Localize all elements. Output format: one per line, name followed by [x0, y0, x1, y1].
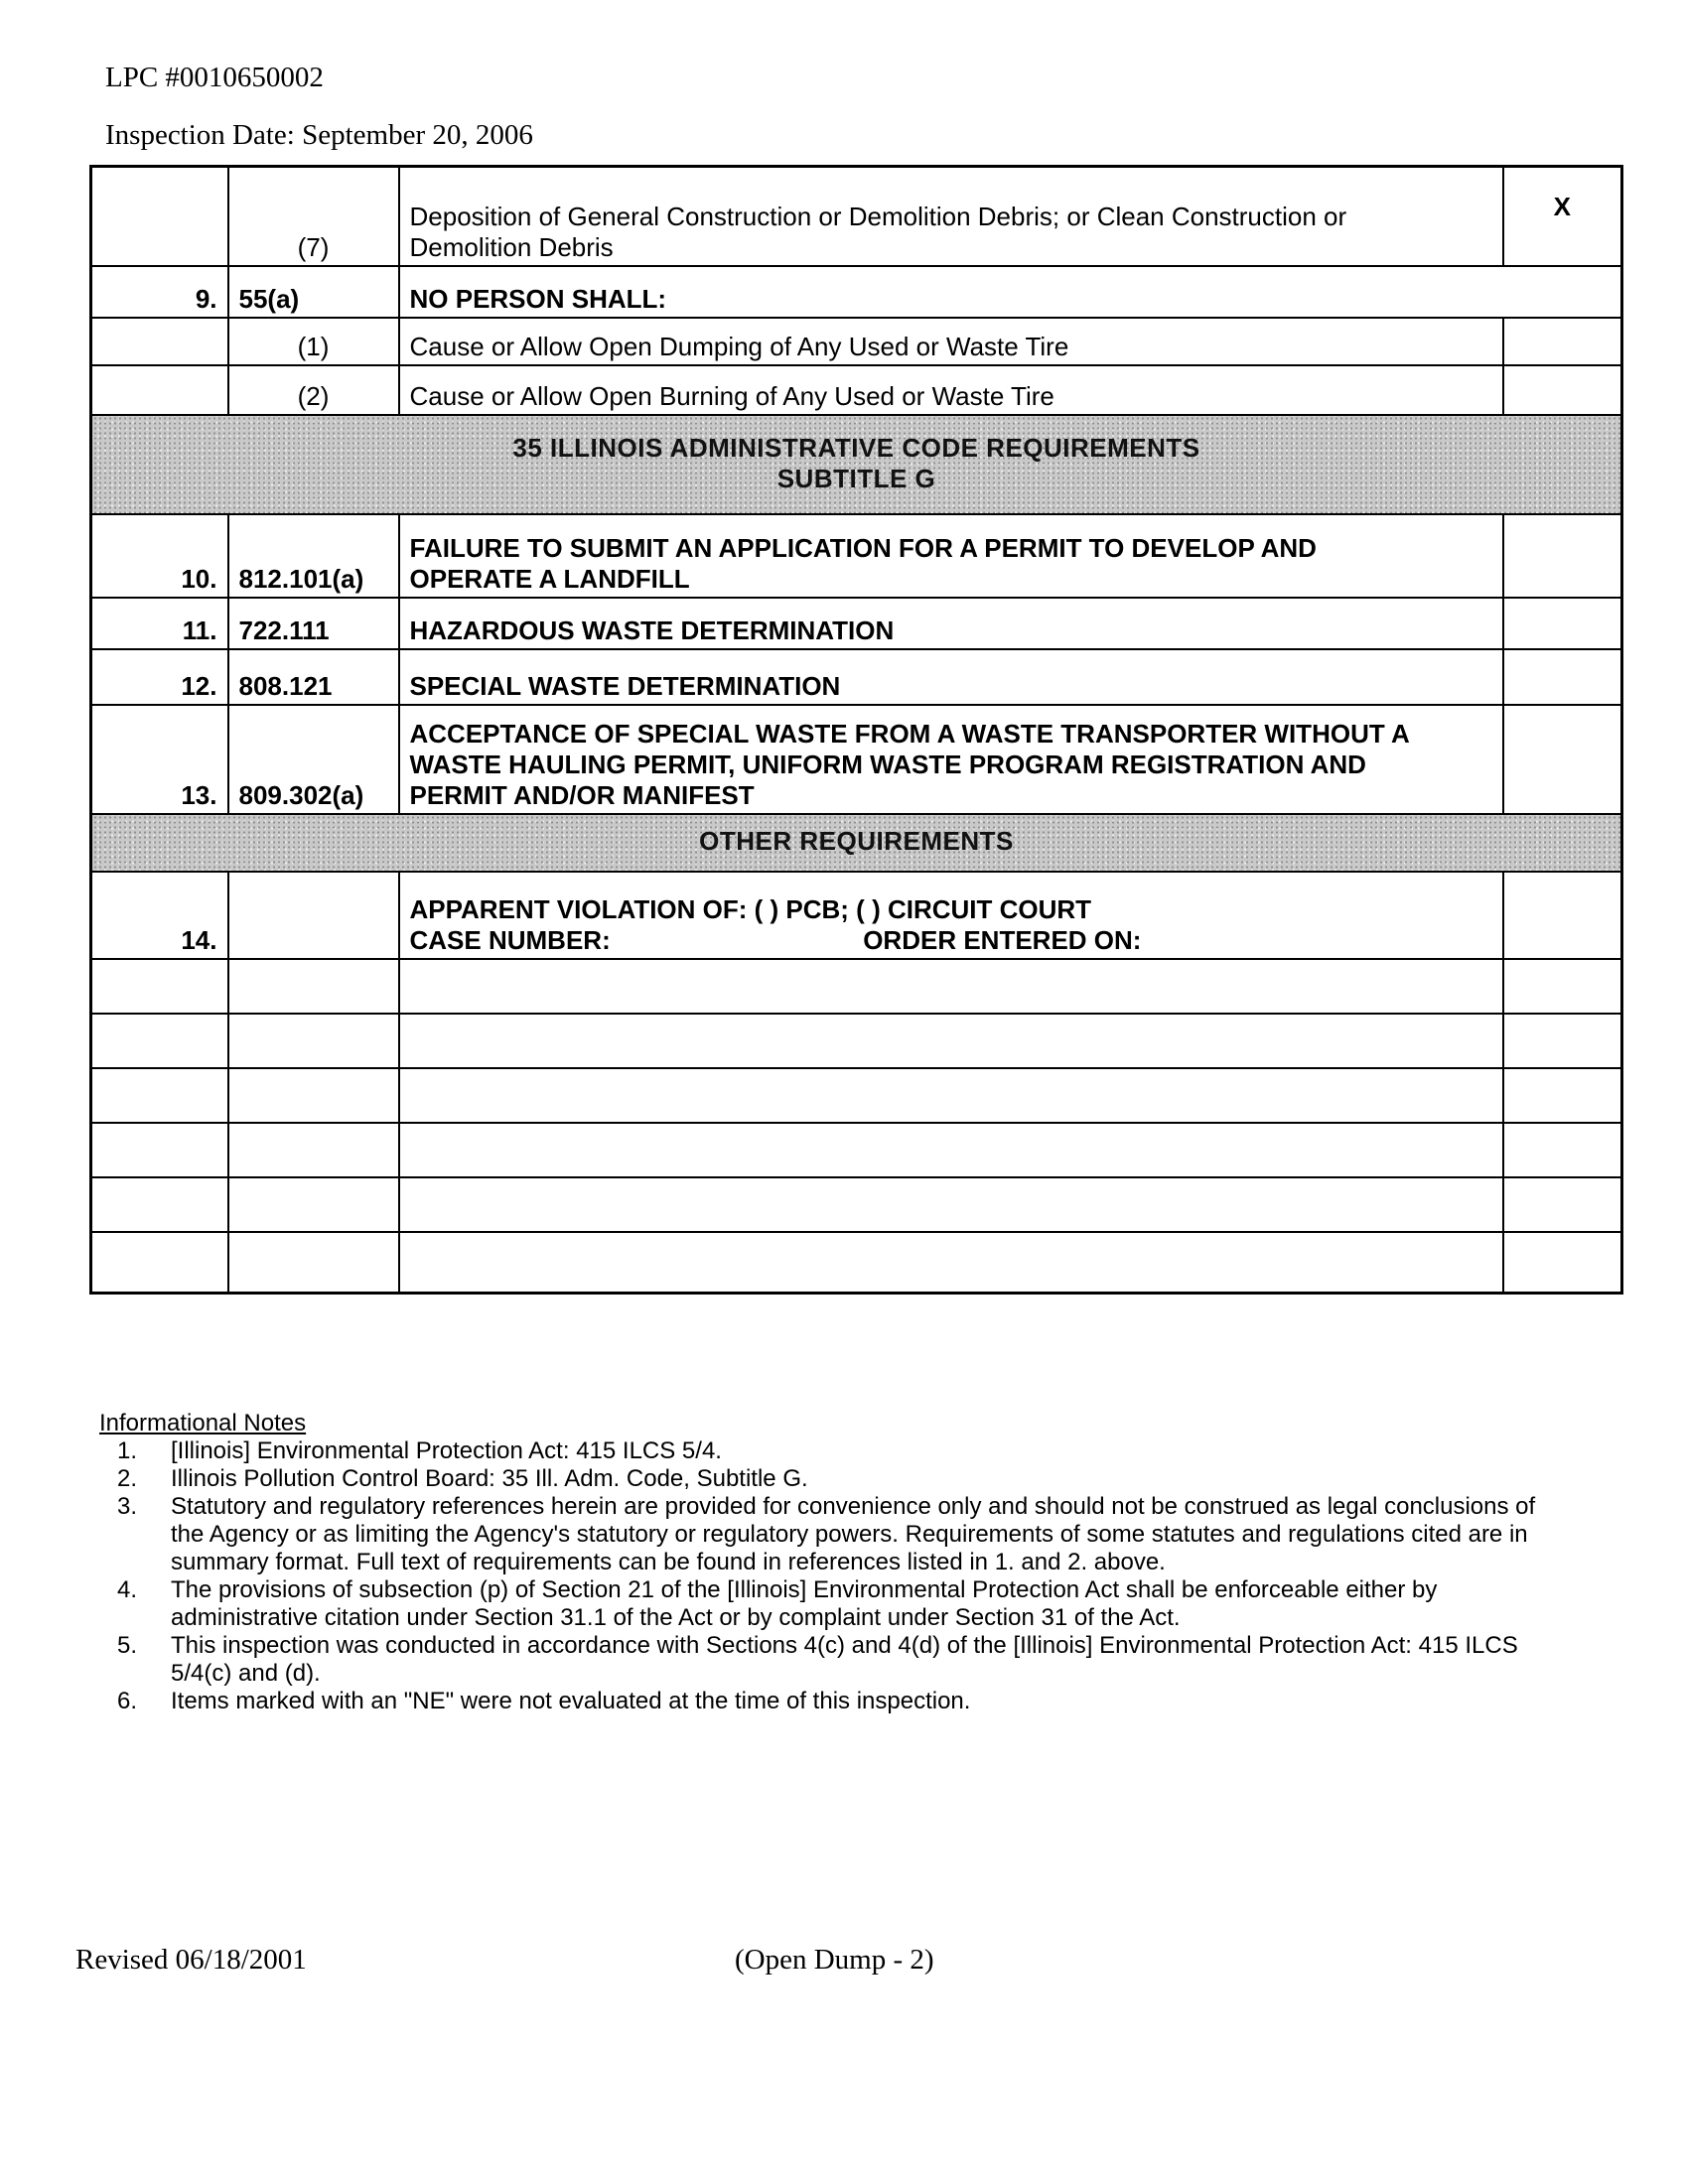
note-item: 6. Items marked with an "NE" were not evaluated at the time of this inspection. [117, 1688, 971, 1714]
blank-row [91, 1123, 1622, 1177]
requirement-description: Deposition of General Construction or Demolition Debris; or Clean Construction or Demolition Debris [399, 167, 1503, 266]
requirement-description: FAILURE TO SUBMIT AN APPLICATION FOR A PERMIT TO DEVELOP AND OPERATE A LANDFILL [399, 514, 1503, 598]
violation-mark-cell [1503, 318, 1622, 365]
violation-mark-cell [1503, 598, 1622, 649]
requirement-description: HAZARDOUS WASTE DETERMINATION [399, 598, 1503, 649]
section-reference: 812.101(a) [228, 514, 399, 598]
blank-row [91, 1068, 1622, 1123]
note-item: 1. [Illinois] Environmental Protection Act: 415 ILCS 5/4. [117, 1437, 722, 1464]
order-entered-label: ORDER ENTERED ON: [863, 924, 1142, 955]
note-item: 5. This inspection was conducted in accordance with Sections 4(c) and 4(d) of the [Illinois] Environmental Protection Act: 415 ILCS 5/4(c) and (d). [117, 1632, 1518, 1687]
note-item: 2. Illinois Pollution Control Board: 35 Ill. Adm. Code, Subtitle G. [117, 1465, 808, 1492]
section-header-iac: 35 ILLINOIS ADMINISTRATIVE CODE REQUIREMENTS SUBTITLE G [91, 415, 1622, 514]
requirement-description: Cause or Allow Open Burning of Any Used or Waste Tire [399, 365, 1503, 415]
subitem-number: (1) [228, 318, 399, 365]
requirement-description: Cause or Allow Open Dumping of Any Used or Waste Tire [399, 318, 1503, 365]
table-row [91, 872, 1622, 959]
section-header-other: OTHER REQUIREMENTS [91, 814, 1622, 872]
subitem-number: (7) [228, 167, 399, 266]
table-row [91, 598, 1622, 649]
section-reference: 808.121 [228, 649, 399, 705]
subitem-number: (2) [228, 365, 399, 415]
table-row [91, 266, 1622, 318]
section-reference: 55(a) [228, 266, 399, 318]
informational-notes [99, 1410, 1549, 1715]
case-number-label: CASE NUMBER: [409, 924, 611, 955]
requirement-description: NO PERSON SHALL: [399, 266, 1622, 318]
requirement-description: APPARENT VIOLATION OF: ( ) PCB; ( ) CIRCUIT COURT CASE NUMBER: ORDER ENTERED ON: [399, 872, 1503, 959]
requirements-table [89, 165, 1623, 1295]
page-label: (Open Dump - 2) [735, 1944, 934, 1976]
requirement-description: SPECIAL WASTE DETERMINATION [399, 649, 1503, 705]
section-reference: 809.302(a) [228, 705, 399, 814]
item-number: 9. [91, 266, 228, 318]
notes-title: Informational Notes [99, 1410, 307, 1436]
table-row [91, 365, 1622, 415]
item-number: 14. [91, 872, 228, 959]
lpc-number: LPC #0010650002 [105, 62, 324, 93]
blank-row [91, 1177, 1622, 1232]
table-row [91, 514, 1622, 598]
blank-row [91, 1014, 1622, 1068]
violation-mark-cell [1503, 365, 1622, 415]
item-number: 12. [91, 649, 228, 705]
violation-mark: X [1503, 167, 1622, 266]
section-header-row [91, 814, 1622, 872]
violation-mark-cell [1503, 705, 1622, 814]
section-header-row [91, 415, 1622, 514]
item-number: 11. [91, 598, 228, 649]
blank-row [91, 959, 1622, 1014]
violation-mark-cell [1503, 514, 1622, 598]
table-row [91, 649, 1622, 705]
requirement-description: ACCEPTANCE OF SPECIAL WASTE FROM A WASTE TRANSPORTER WITHOUT A WASTE HAULING PERMIT, UNIFORM WASTE PROGRAM REGISTRATION AND PERMIT AND/OR MANIFEST [399, 705, 1503, 814]
note-item: 3. Statutory and regulatory references herein are provided for convenience only and should not be construed as legal conclusions of the Agency or as limiting the Agency's statutory or regulatory powers. Requirements of some statutes and regulations cited are in summary format. Full text of requirements can be found in references listed in 1. and 2. above. [117, 1493, 1536, 1575]
table-row [91, 167, 1622, 266]
table-row [91, 705, 1622, 814]
item-number: 10. [91, 514, 228, 598]
inspection-date: Inspection Date: September 20, 2006 [105, 119, 533, 151]
item-number: 13. [91, 705, 228, 814]
violation-mark-cell [1503, 872, 1622, 959]
violation-mark-cell [1503, 649, 1622, 705]
note-item: 4. The provisions of subsection (p) of Section 21 of the [Illinois] Environmental Protection Act shall be enforceable either by administrative citation under Section 31.1 of the Act or by complaint under Section 31 of the Act. [117, 1576, 1438, 1631]
section-reference: 722.111 [228, 598, 399, 649]
blank-row [91, 1232, 1622, 1294]
revision-date: Revised 06/18/2001 [75, 1944, 307, 1976]
table-row [91, 318, 1622, 365]
